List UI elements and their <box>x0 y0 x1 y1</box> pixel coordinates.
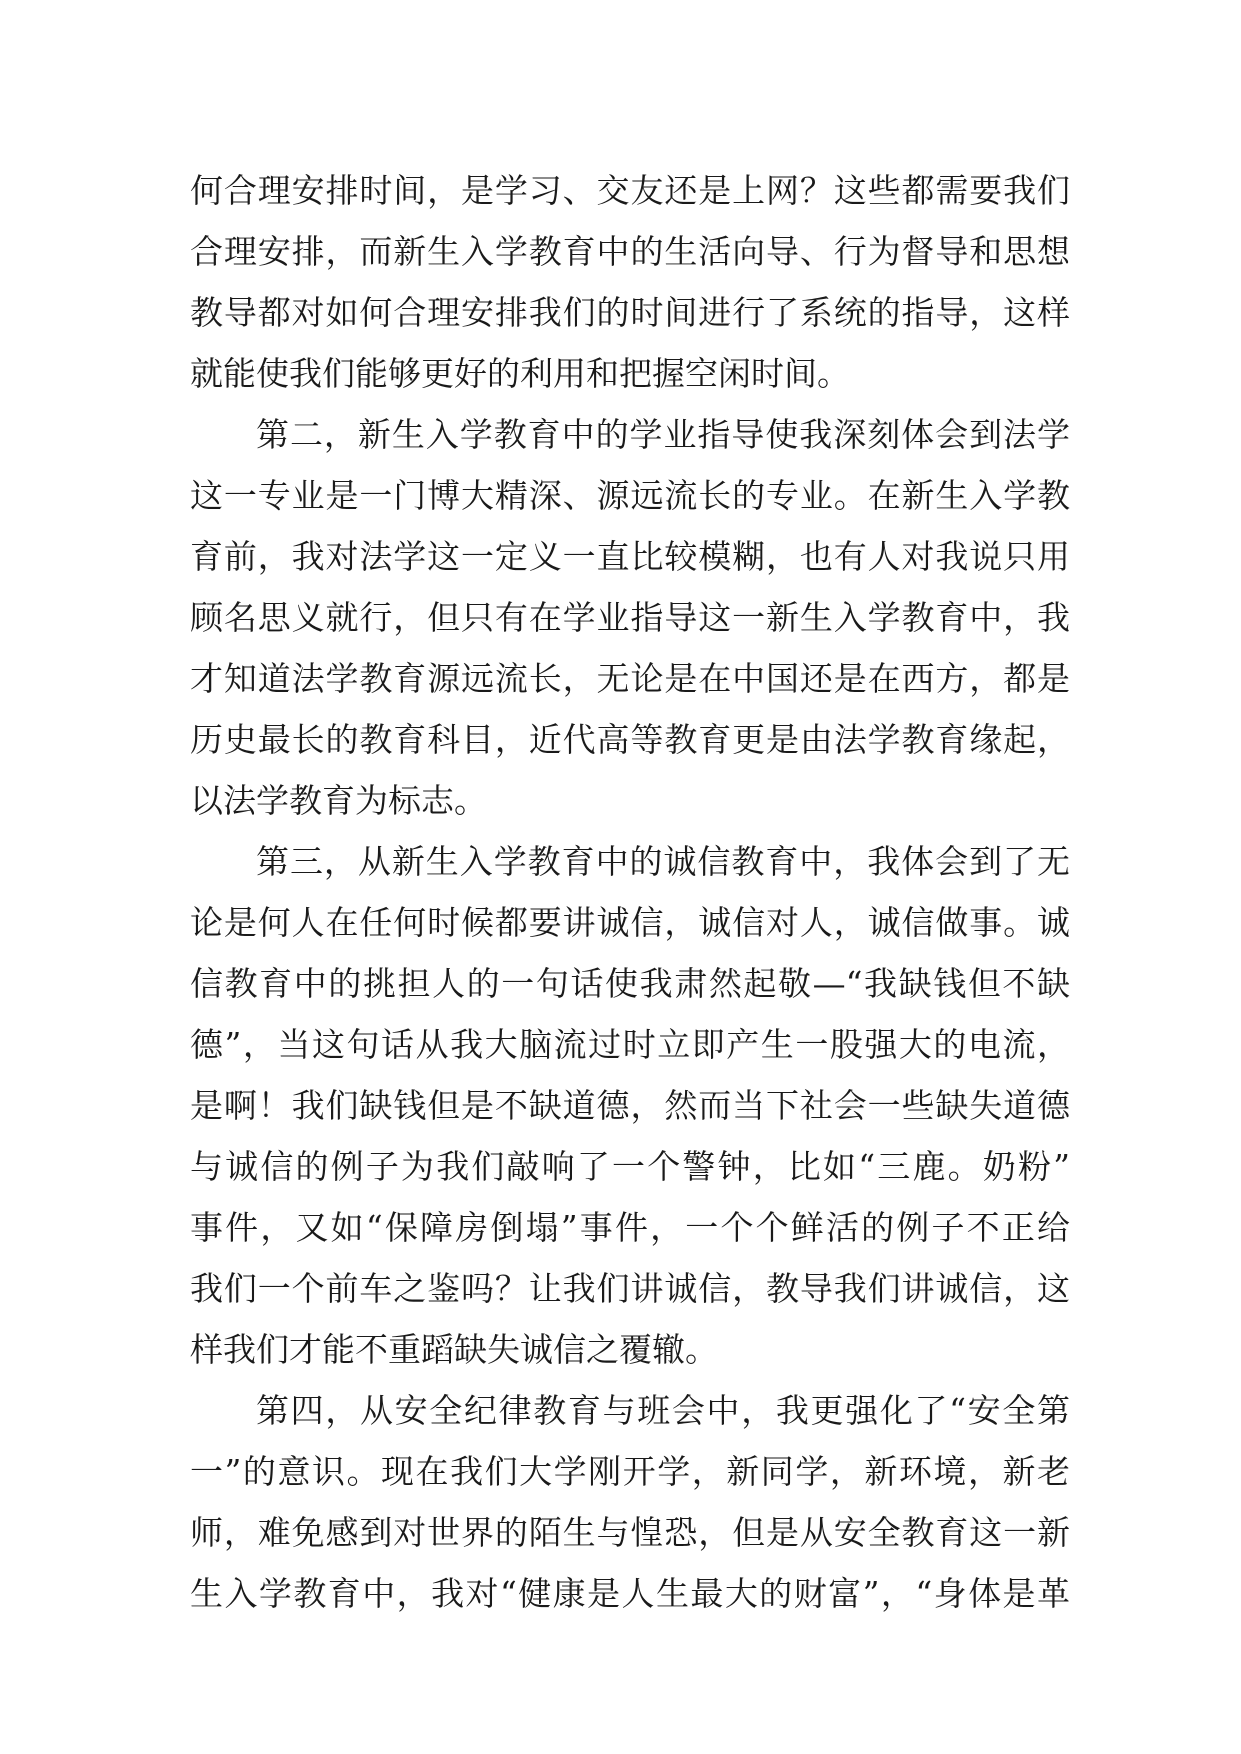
text-line: 一”的意识。现在我们大学刚开学，新同学，新环境，新老 <box>190 1452 1070 1491</box>
text-line: 第四，从安全纪律教育与班会中，我更强化了“安全第 <box>256 1391 1070 1430</box>
text-line: 历史最长的教育科目，近代高等教育更是由法学教育缘起， <box>190 720 1070 759</box>
text-line: 何合理安排时间，是学习、交友还是上网？这些都需要我们 <box>190 171 1070 210</box>
text-line: 以法学教育为标志。 <box>190 781 487 820</box>
text-line: 我们一个前车之鉴吗？让我们讲诚信，教导我们讲诚信，这 <box>190 1269 1070 1308</box>
text-line: 育前，我对法学这一定义一直比较模糊，也有人对我说只用 <box>190 537 1070 576</box>
text-line: 师，难免感到对世界的陌生与惶恐，但是从安全教育这一新 <box>190 1513 1070 1552</box>
text-line: 才知道法学教育源远流长，无论是在中国还是在西方，都是 <box>190 659 1070 698</box>
text-line: 事件，又如“保障房倒塌”事件，一个个鲜活的例子不正给 <box>190 1208 1070 1247</box>
text-line: 第三，从新生入学教育中的诚信教育中，我体会到了无 <box>256 842 1070 881</box>
text-line: 德”，当这句话从我大脑流过时立即产生一股强大的电流， <box>190 1025 1070 1064</box>
text-line: 就能使我们能够更好的利用和把握空闲时间。 <box>190 354 850 393</box>
paragraph <box>190 404 1070 831</box>
paragraph <box>190 1380 1070 1624</box>
text-line: 这一专业是一门博大精深、源远流长的专业。在新生入学教 <box>190 476 1070 515</box>
paragraph <box>190 831 1070 1380</box>
text-line: 论是何人在任何时候都要讲诚信，诚信对人，诚信做事。诚 <box>190 903 1070 942</box>
text-line: 样我们才能不重蹈缺失诚信之覆辙。 <box>190 1330 718 1369</box>
text-line: 是啊！我们缺钱但是不缺道德，然而当下社会一些缺失道德 <box>190 1086 1070 1125</box>
text-line: 信教育中的挑担人的一句话使我肃然起敬—“我缺钱但不缺 <box>190 964 1070 1003</box>
document-body <box>190 160 1070 1624</box>
text-line: 生入学教育中，我对“健康是人生最大的财富”，“身体是革 <box>190 1574 1070 1613</box>
text-line: 合理安排，而新生入学教育中的生活向导、行为督导和思想 <box>190 232 1070 271</box>
text-line: 顾名思义就行，但只有在学业指导这一新生入学教育中，我 <box>190 598 1070 637</box>
text-line: 教导都对如何合理安排我们的时间进行了系统的指导，这样 <box>190 293 1070 332</box>
text-line: 第二，新生入学教育中的学业指导使我深刻体会到法学 <box>256 415 1070 454</box>
text-line: 与诚信的例子为我们敲响了一个警钟，比如“三鹿。奶粉” <box>190 1147 1070 1186</box>
paragraph <box>190 160 1070 404</box>
